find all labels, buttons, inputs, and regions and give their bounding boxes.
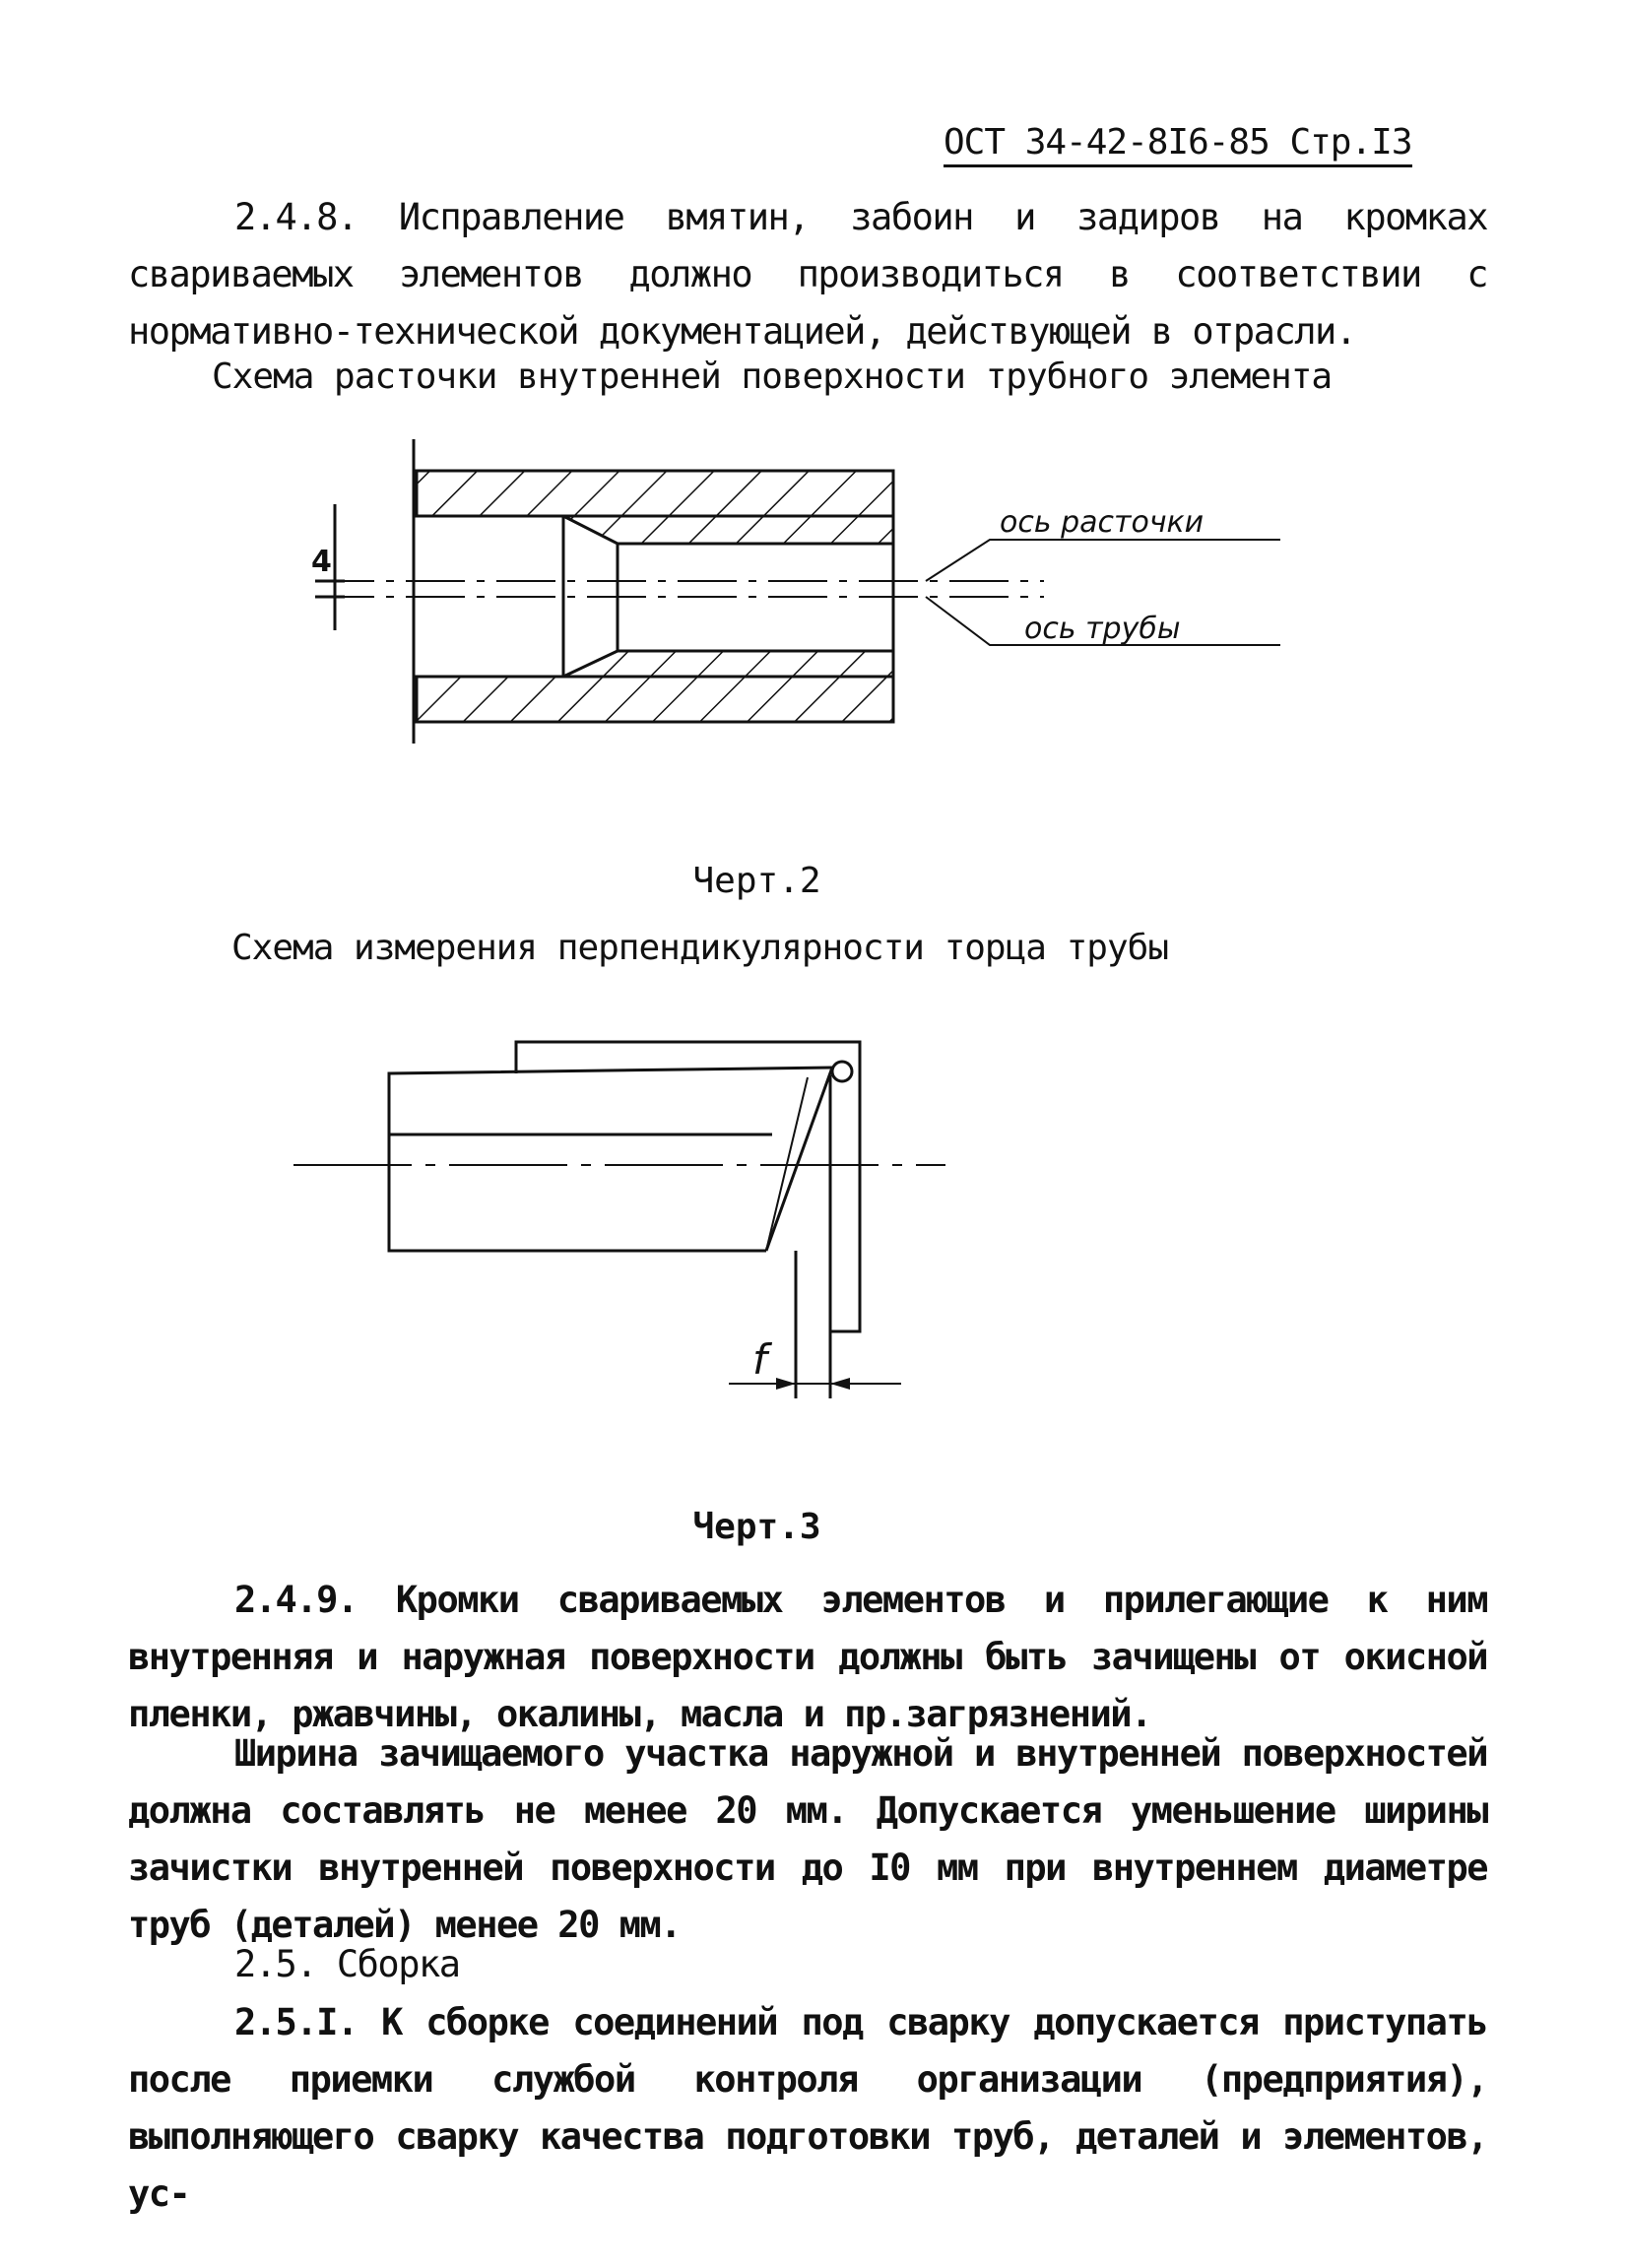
paragraph-cleaning-width: Ширина зачищаемого участка наружной и внутренней поверхностей должна составлять не менее 20 мм. Допускается уменьшение ширины зачистки внутренней поверхности до I0 мм при внутреннем диаметре труб (деталей) менее 20 мм. (128, 1732, 1487, 1946)
upper-bore-hatch (563, 516, 893, 544)
figure-3-drawing (293, 1042, 945, 1398)
lower-wall-hatch (417, 677, 893, 722)
offset-label: 4 (311, 545, 332, 579)
lower-bore-hatch (563, 651, 893, 677)
paragraph-2-5-1: 2.5.I. К сборке соединений под сварку допускается приступать после приемки службой контроля организации (предприятия), выполняющего сварку качества подготовки труб, деталей и элементов, ус- (128, 2001, 1487, 2215)
square-pivot (832, 1062, 852, 1081)
pipe-axis-label: ось трубы (1024, 612, 1181, 646)
pipe-end-face (766, 1068, 832, 1251)
figure-2-title: Схема расточки внутренней поверхности трубного элемента (212, 356, 1333, 397)
figure-2-caption: Черт.2 (692, 861, 821, 901)
bore-axis-leader (926, 540, 1280, 581)
deviation-label: f (752, 1335, 767, 1384)
paragraph-2-4-8: 2.4.8. Исправление вмятин, забоин и задиров на кромках свариваемых элементов должно производиться в соответствии с нормативно-технической документацией, действующей в отрасли. (128, 196, 1487, 353)
bore-axis-label: ось расточки (1000, 505, 1205, 540)
paragraph-2-4-9: 2.4.9. Кромки свариваемых элементов и прилегающие к ним внутренняя и наружная поверхности должны быть зачищены от окисной пленки, ржавчины, окалины, масла и пр.загрязнений. (128, 1579, 1487, 1735)
square-tool (516, 1042, 860, 1331)
pipe-outline (389, 1068, 832, 1251)
figure-3-title: Схема измерения перпендикулярности торца трубы (231, 928, 1168, 968)
figure-2-drawing (311, 439, 1280, 744)
upper-wall-hatch (417, 471, 893, 516)
section-2-5-heading: 2.5. Сборка (234, 1943, 460, 1985)
document-reference: ОСТ 34-42-8I6-85 Стр.I3 (944, 122, 1412, 167)
figure-3-caption: Черт.3 (692, 1507, 821, 1547)
